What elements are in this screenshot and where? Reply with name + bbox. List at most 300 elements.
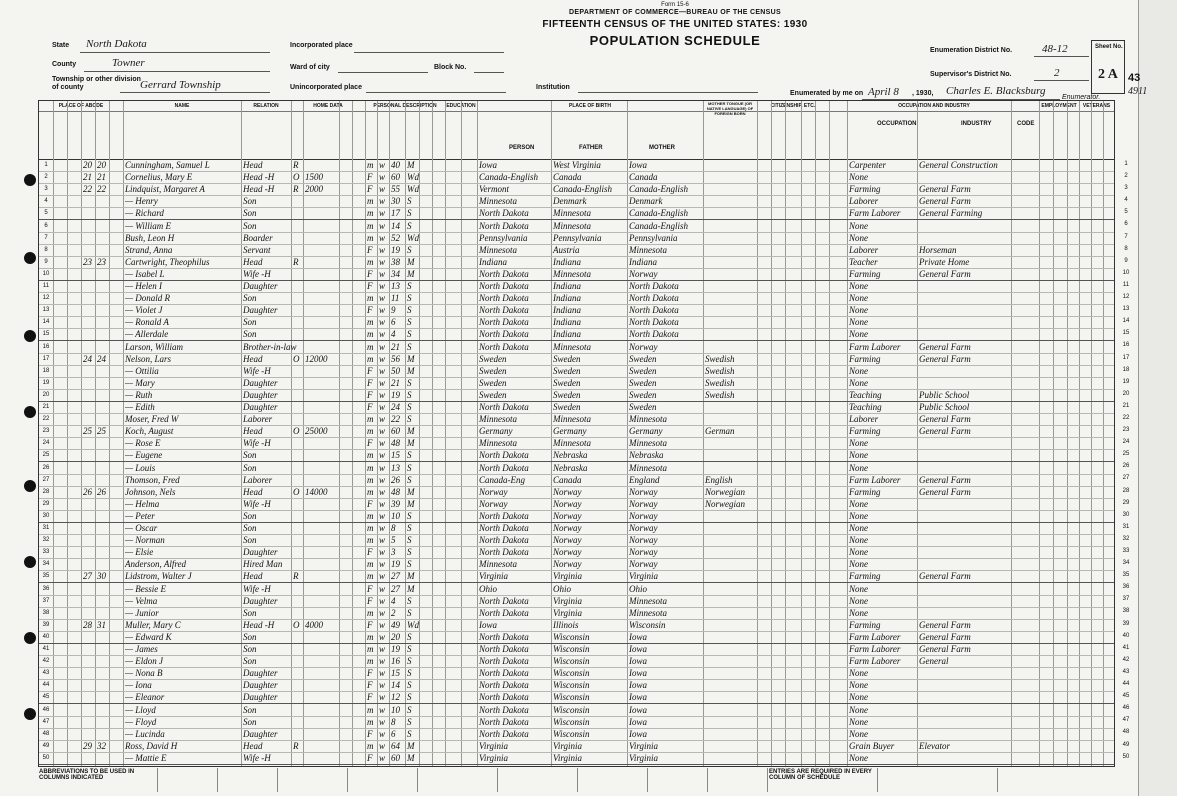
- birthplace-father: Wisconsin: [553, 644, 590, 654]
- dwelling-number: [83, 498, 96, 510]
- line-number-right: 33: [1122, 548, 1130, 554]
- family-number: [97, 401, 110, 413]
- dwelling-number: [83, 716, 96, 728]
- tenure: O: [293, 172, 300, 183]
- birthplace-father: Wisconsin: [553, 716, 590, 727]
- industry: [919, 691, 1011, 703]
- line-number-right: 50: [1122, 753, 1130, 760]
- person-name: — Junior: [125, 607, 159, 618]
- dwelling-number: [83, 232, 96, 244]
- industry: General Farming: [919, 208, 983, 219]
- line-number: 42: [42, 658, 50, 665]
- race: w: [379, 208, 386, 219]
- birthplace-father: Ohio: [553, 583, 571, 594]
- birthplace-mother: Canada-English: [629, 220, 689, 231]
- sheet-number-box: [1091, 40, 1125, 94]
- relation: Head -H: [243, 619, 275, 630]
- line-number-right: 38: [1122, 608, 1130, 615]
- birthplace-mother: Nebraska: [629, 450, 664, 461]
- race: w: [379, 595, 386, 606]
- relation: Son: [243, 220, 257, 231]
- relation: Head -H: [243, 172, 275, 183]
- marital-status: S: [407, 595, 412, 606]
- birthplace-mother: Indiana: [629, 256, 657, 267]
- relation: Head: [243, 256, 263, 267]
- line-number: 5: [44, 210, 48, 217]
- family-number: [97, 704, 110, 716]
- punch-hole: [24, 556, 36, 568]
- home-value: [305, 244, 339, 256]
- birthplace-person: North Dakota: [479, 402, 529, 412]
- line-number: 28: [42, 488, 50, 495]
- home-value: [305, 195, 339, 207]
- home-value: [305, 498, 339, 510]
- home-value: 25000: [305, 426, 328, 437]
- line-number: 13: [42, 307, 50, 314]
- birthplace-person: North Dakota: [479, 450, 529, 461]
- relation: Son: [243, 607, 257, 618]
- occupation: Farm Laborer: [849, 341, 901, 352]
- home-value: [305, 328, 339, 340]
- age: 12: [391, 692, 400, 703]
- industry: [919, 437, 1011, 449]
- marital-status: S: [407, 281, 412, 291]
- form-number: Form 15-6: [661, 2, 689, 8]
- home-value: [305, 667, 339, 679]
- family-number: 32: [97, 740, 106, 751]
- tenure: [293, 643, 303, 655]
- occupation: Farming: [849, 184, 881, 195]
- tenure: O: [293, 486, 300, 497]
- tenure: [293, 716, 303, 728]
- age: 14: [391, 220, 400, 231]
- race: w: [379, 414, 386, 425]
- person-name: — Violet J: [125, 305, 163, 316]
- marital-status: M: [407, 353, 415, 364]
- occupation: None: [849, 305, 868, 316]
- home-value: [305, 583, 339, 595]
- line-number-right: 14: [1122, 318, 1130, 325]
- occupation: None: [849, 523, 868, 533]
- line-number-right: 13: [1122, 306, 1130, 313]
- birthplace-father: Norway: [553, 535, 582, 546]
- dwelling-number: [83, 643, 96, 655]
- state-label: State: [52, 42, 70, 49]
- birthplace-person: North Dakota: [479, 716, 529, 727]
- mother-tongue: [705, 534, 757, 546]
- age: 19: [391, 559, 400, 570]
- mother-tongue: [705, 546, 757, 558]
- sex: F: [367, 752, 373, 763]
- industry: General Farm: [919, 644, 971, 654]
- home-value: [305, 268, 339, 280]
- line-number-right: 40: [1122, 632, 1130, 639]
- line-number: 19: [42, 379, 50, 386]
- mother-tongue: [705, 643, 757, 655]
- birthplace-person: North Dakota: [479, 535, 529, 546]
- birthplace-person: Virginia: [479, 752, 508, 763]
- state-value: North Dakota: [86, 38, 147, 50]
- marital-status: S: [407, 341, 412, 352]
- industry: [919, 220, 1011, 232]
- family-number: [97, 244, 110, 256]
- tenure: [293, 631, 303, 643]
- line-number: 36: [42, 585, 50, 592]
- line-number-right: 36: [1122, 584, 1130, 591]
- industry: [919, 728, 1011, 740]
- marital-status: M: [407, 498, 415, 509]
- sex: F: [367, 402, 373, 412]
- occupation: Carpenter: [849, 160, 886, 170]
- race: w: [379, 256, 386, 267]
- home-value: [305, 752, 339, 764]
- person-name: Moser, Fred W: [125, 414, 179, 425]
- age: 64: [391, 740, 400, 751]
- home-value: [305, 280, 339, 292]
- race: w: [379, 547, 386, 558]
- punch-hole: [24, 174, 36, 186]
- occupation: None: [849, 704, 868, 715]
- industry: [919, 232, 1011, 244]
- sex: m: [367, 571, 374, 582]
- line-number-right: 42: [1122, 656, 1130, 663]
- occupation: None: [849, 692, 868, 703]
- person-name: — Helen I: [125, 281, 162, 291]
- relation: Wife -H: [243, 268, 271, 279]
- supervisor-value: 2: [1054, 67, 1060, 79]
- tenure: [293, 207, 303, 219]
- line-number-right: 20: [1122, 390, 1130, 397]
- punch-hole: [24, 406, 36, 418]
- birthplace-person: North Dakota: [479, 281, 529, 291]
- occupation: Farm Laborer: [849, 474, 901, 485]
- line-number: 11: [42, 283, 50, 289]
- line-number: 17: [42, 355, 50, 362]
- industry: [919, 171, 1011, 183]
- relation: Daughter: [243, 595, 278, 606]
- mother-tongue: [705, 316, 757, 328]
- line-number-right: 34: [1122, 560, 1130, 567]
- line-number: 3: [44, 186, 48, 193]
- occupation: None: [849, 716, 868, 727]
- birthplace-person: North Dakota: [479, 510, 529, 521]
- birthplace-father: Sweden: [553, 377, 581, 388]
- person-name: Cartwright, Theophilus: [125, 256, 210, 267]
- sex: m: [367, 704, 374, 715]
- home-value: [305, 292, 339, 304]
- family-number: 23: [97, 256, 106, 267]
- home-value: [305, 220, 339, 232]
- birthplace-father: Indiana: [553, 305, 581, 316]
- sex: F: [367, 692, 373, 703]
- birthplace-person: Minnesota: [479, 414, 517, 425]
- person-name: — Peter: [125, 510, 155, 521]
- home-value: [305, 558, 339, 570]
- home-value: 1500: [305, 172, 323, 183]
- birthplace-person: Ohio: [479, 583, 497, 594]
- family-number: [97, 728, 110, 740]
- occupation: None: [849, 510, 868, 521]
- dwelling-number: [83, 365, 96, 377]
- family-number: [97, 449, 110, 461]
- dwelling-number: 28: [83, 619, 92, 630]
- birthplace-mother: Minnesota: [629, 414, 667, 425]
- sex: F: [367, 498, 373, 509]
- dwelling-number: [83, 207, 96, 219]
- dwelling-number: 21: [83, 172, 92, 183]
- mother-tongue: [705, 159, 757, 171]
- birthplace-father: Virginia: [553, 607, 582, 618]
- person-name: — Norman: [125, 535, 165, 546]
- race: w: [379, 644, 386, 654]
- birthplace-mother: Iowa: [629, 631, 647, 642]
- line-number-right: 22: [1122, 414, 1130, 421]
- birthplace-mother: North Dakota: [629, 281, 679, 291]
- race: w: [379, 293, 386, 304]
- mother-tongue: [705, 256, 757, 268]
- mother-tongue: English: [705, 474, 733, 485]
- birthplace-person: North Dakota: [479, 208, 529, 219]
- mother-tongue: [705, 728, 757, 740]
- person-name: Bush, Leon H: [125, 232, 175, 243]
- tenure: [293, 316, 303, 328]
- person-name: — Lloyd: [125, 704, 156, 715]
- relation: Son: [243, 196, 257, 207]
- race: w: [379, 728, 386, 739]
- race: w: [379, 510, 386, 521]
- relation: Son: [243, 462, 257, 473]
- age: 27: [391, 571, 400, 582]
- mother-tongue: [705, 304, 757, 316]
- birthplace-mother: Minnesota: [629, 462, 667, 473]
- col-industry: INDUSTRY: [961, 121, 992, 127]
- industry: [919, 752, 1011, 764]
- sex: m: [367, 353, 374, 364]
- line-number: 7: [44, 234, 48, 241]
- tenure: O: [293, 426, 300, 437]
- dwelling-number: [83, 534, 96, 546]
- line-number-right: 10: [1122, 269, 1130, 276]
- age: 16: [391, 656, 400, 667]
- relation: Son: [243, 329, 257, 340]
- census-title: FIFTEENTH CENSUS OF THE UNITED STATES: 1930: [542, 19, 808, 30]
- home-value: [305, 522, 339, 534]
- birthplace-mother: Norway: [629, 268, 658, 279]
- birthplace-father: Indiana: [553, 293, 581, 304]
- birthplace-father: Minnesota: [553, 268, 591, 279]
- line-number-right: 18: [1122, 366, 1130, 373]
- person-name: — Edith: [125, 402, 155, 412]
- marital-status: S: [407, 377, 412, 388]
- relation: Daughter: [243, 305, 278, 316]
- marital-status: S: [407, 510, 412, 521]
- dwelling-number: [83, 244, 96, 256]
- tenure: [293, 413, 303, 425]
- birthplace-father: Canada-English: [553, 184, 613, 195]
- relation: Son: [243, 704, 257, 715]
- mother-tongue: [705, 220, 757, 232]
- family-number: [97, 643, 110, 655]
- home-value: [305, 595, 339, 607]
- race: w: [379, 184, 386, 195]
- birthplace-person: Canada-Eng: [479, 474, 525, 485]
- birthplace-mother: Canada-English: [629, 208, 689, 219]
- dwelling-number: [83, 752, 96, 764]
- relation: Son: [243, 523, 257, 533]
- relation: Son: [243, 631, 257, 642]
- home-value: 12000: [305, 353, 328, 364]
- tenure: [293, 728, 303, 740]
- person-name: — Mattie E: [125, 752, 167, 763]
- industry: [919, 316, 1011, 328]
- sex: F: [367, 268, 373, 279]
- birthplace-person: Vermont: [479, 184, 509, 195]
- industry: [919, 679, 1011, 691]
- person-name: Lindquist, Margaret A: [125, 184, 205, 195]
- line-number: 48: [42, 730, 50, 737]
- home-value: [305, 232, 339, 244]
- home-value: [305, 546, 339, 558]
- age: 13: [391, 281, 400, 291]
- industry: Public School: [919, 402, 970, 412]
- occupation: Grain Buyer: [849, 740, 895, 751]
- column-headers: [39, 101, 1114, 160]
- birthplace-person: Germany: [479, 426, 513, 437]
- tenure: [293, 377, 303, 389]
- line-number-right: 16: [1122, 342, 1130, 349]
- industry: General Farm: [919, 426, 971, 437]
- dwelling-number: 26: [83, 486, 92, 497]
- dwelling-number: [83, 377, 96, 389]
- birthplace-person: Virginia: [479, 571, 508, 582]
- race: w: [379, 220, 386, 231]
- birthplace-father: Sweden: [553, 353, 581, 364]
- relation: Wife -H: [243, 583, 271, 594]
- age: 2: [391, 607, 396, 618]
- marital-status: M: [407, 486, 415, 497]
- sex: m: [367, 607, 374, 618]
- mother-tongue: Norwegian: [705, 486, 746, 497]
- person-name: Cornelius, Mary E: [125, 172, 193, 183]
- dwelling-number: [83, 220, 96, 232]
- marital-status: S: [407, 244, 412, 255]
- age: 19: [391, 389, 400, 400]
- age: 40: [391, 160, 400, 170]
- person-name: — Louis: [125, 462, 156, 473]
- occupation: Farm Laborer: [849, 208, 901, 219]
- birthplace-father: Nebraska: [553, 450, 588, 461]
- marital-status: S: [407, 474, 412, 485]
- col-code: CODE: [1017, 121, 1035, 127]
- line-number-right: 15: [1122, 330, 1130, 337]
- birthplace-mother: Iowa: [629, 644, 647, 654]
- birthplace-mother: Canada-English: [629, 184, 689, 195]
- birthplace-person: Virginia: [479, 740, 508, 751]
- age: 13: [391, 462, 400, 473]
- occupation: Farm Laborer: [849, 656, 901, 667]
- occupation: Farm Laborer: [849, 644, 901, 654]
- age: 6: [391, 728, 396, 739]
- tenure: [293, 474, 303, 486]
- person-name: — Eugene: [125, 450, 163, 461]
- family-number: [97, 534, 110, 546]
- birthplace-father: Minnesota: [553, 208, 591, 219]
- industry: [919, 449, 1011, 461]
- birthplace-mother: Minnesota: [629, 244, 667, 255]
- tenure: [293, 583, 303, 595]
- home-value: [305, 389, 339, 401]
- birthplace-person: North Dakota: [479, 644, 529, 654]
- home-value: [305, 437, 339, 449]
- family-number: [97, 462, 110, 474]
- mother-tongue: [705, 716, 757, 728]
- relation: Head: [243, 160, 263, 170]
- occupation: None: [849, 680, 868, 691]
- mother-tongue: [705, 704, 757, 716]
- tenure: [293, 292, 303, 304]
- race: w: [379, 268, 386, 279]
- sex: m: [367, 232, 374, 243]
- tenure: [293, 558, 303, 570]
- birthplace-mother: Norway: [629, 341, 658, 352]
- dwelling-number: 27: [83, 571, 92, 582]
- line-number-right: 47: [1122, 717, 1130, 724]
- marital-status: S: [407, 208, 412, 219]
- dwelling-number: [83, 558, 96, 570]
- age: 8: [391, 523, 396, 533]
- tenure: R: [293, 740, 299, 751]
- line-number: 29: [42, 500, 50, 507]
- birthplace-person: North Dakota: [479, 668, 529, 679]
- birthplace-father: Austria: [553, 244, 580, 255]
- home-value: 2000: [305, 184, 323, 195]
- birthplace-person: Minnesota: [479, 438, 517, 449]
- birthplace-father: Canada: [553, 474, 582, 485]
- relation: Son: [243, 716, 257, 727]
- age: 60: [391, 752, 400, 763]
- dwelling-number: 25: [83, 426, 92, 437]
- birthplace-mother: Iowa: [629, 668, 647, 679]
- birthplace-person: North Dakota: [479, 220, 529, 231]
- dwelling-number: [83, 413, 96, 425]
- family-number: [97, 546, 110, 558]
- race: w: [379, 752, 386, 763]
- relation: Boarder: [243, 232, 273, 243]
- relation: Daughter: [243, 692, 278, 703]
- birthplace-father: Norway: [553, 547, 582, 558]
- sex: F: [367, 547, 373, 558]
- line-number-right: 12: [1122, 294, 1130, 301]
- line-number: 25: [42, 452, 50, 459]
- sex: m: [367, 716, 374, 727]
- person-name: — Isabel L: [125, 268, 165, 279]
- col-person: PERSON: [509, 145, 535, 151]
- mother-tongue: [705, 195, 757, 207]
- home-value: [305, 740, 339, 752]
- birthplace-person: North Dakota: [479, 341, 529, 352]
- birthplace-father: Minnesota: [553, 220, 591, 231]
- family-number: 24: [97, 353, 106, 364]
- age: 19: [391, 644, 400, 654]
- age: 52: [391, 232, 400, 243]
- birthplace-person: Sweden: [479, 353, 507, 364]
- line-number: 24: [42, 440, 50, 447]
- sex: m: [367, 450, 374, 461]
- mother-tongue: [705, 631, 757, 643]
- line-number-right: 32: [1122, 535, 1130, 542]
- relation: Head: [243, 571, 263, 582]
- mother-tongue: [705, 595, 757, 607]
